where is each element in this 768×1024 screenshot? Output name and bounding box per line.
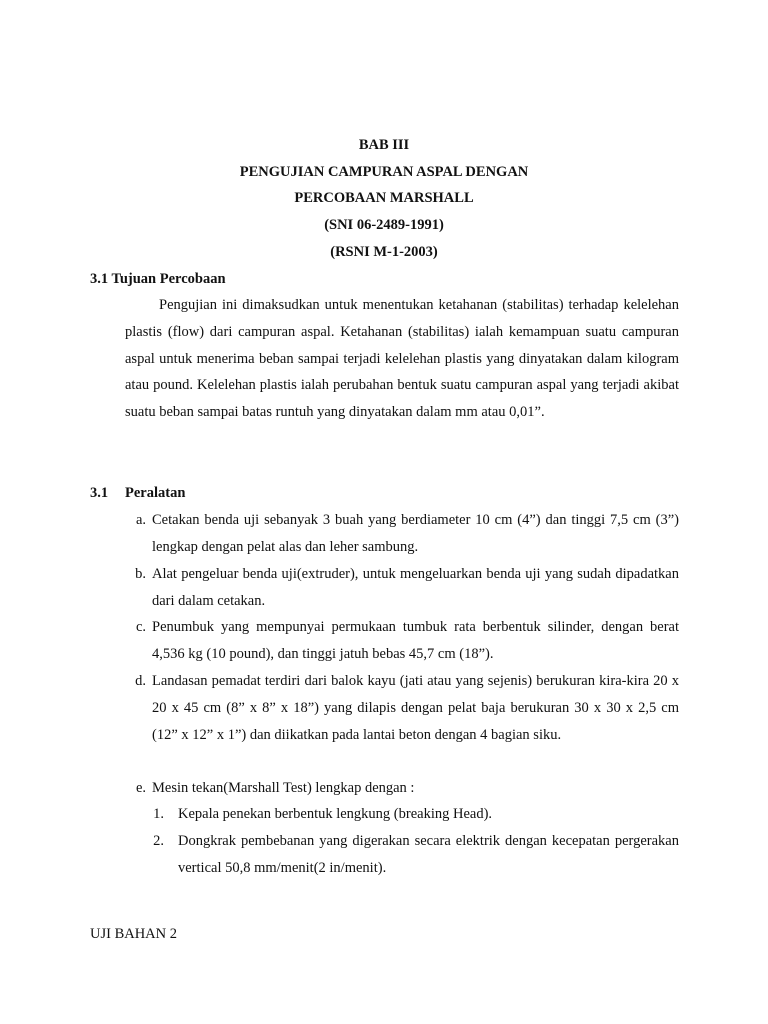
list-item: Cetakan benda uji sebanyak 3 buah yang berdiameter 10 cm (4”) dan tinggi 7,5 cm (3”) lengkap dengan pelat alas dan leher sambung. [152, 512, 679, 555]
section-heading-peralatan: Peralatan [125, 485, 186, 501]
sub-list-marker: 1. [153, 806, 164, 822]
list-item: Alat pengeluar benda uji(extruder), untuk mengeluarkan benda uji yang sudah dipadatkan dari dalam cetakan. [152, 566, 679, 609]
list-marker: b. [135, 566, 146, 582]
section-number-peralatan: 3.1 [90, 485, 109, 501]
section-paragraph-tujuan: Pengujian ini dimaksudkan untuk menentukan ketahanan (stabilitas) terhadap kelelehan plastis (flow) dari campuran aspal. Ketahanan (stabilitas) ialah kemampuan suatu campuran aspal untuk menerima beban sampai terjadi kelelehan plastis yang dinyatakan dalam kilogram atau pound. Kelelehan plastis ialah perubahan bentuk suatu campuran aspal yang terjadi akibat suatu beban sampai batas runtuh yang dinyatakan dalam mm atau 0,01”. [125, 297, 679, 421]
sub-list-marker: 2. [153, 833, 164, 849]
sub-list-item: Kepala penekan berbentuk lengkung (breaking Head). [178, 806, 493, 822]
list-item: Mesin tekan(Marshall Test) lengkap dengan : [152, 780, 415, 796]
sub-list-item: Dongkrak pembebanan yang digerakan secara elektrik dengan kecepatan pergerakan vertical 50,8 mm/menit(2 in/menit). [178, 833, 679, 876]
chapter-title-line-2: PERCOBAAN MARSHALL [294, 190, 474, 206]
list-marker: c. [135, 619, 146, 635]
list-item: Penumbuk yang mempunyai permukaan tumbuk rata berbentuk silinder, dengan berat 4,536 kg (10 pound), dan tinggi jatuh bebas 45,7 cm (18”). [152, 619, 679, 662]
chapter-label: BAB III [358, 137, 410, 153]
list-item: Landasan pemadat terdiri dari balok kayu (jati atau yang sejenis) berukuran kira-kira 20 x 20 x 45 cm (8” x 8” x 18”) yang dilapis dengan pelat baja berukuran 30 x 30 x 2,5 cm (12” x 12” x 1”) dan diikatkan pada lantai beton dengan 4 bagian siku. [152, 673, 679, 743]
list-marker: a. [135, 512, 146, 528]
standard-reference-sni: (SNI 06-2489-1991) [324, 217, 444, 233]
section-heading-tujuan: 3.1 Tujuan Percobaan [90, 271, 226, 287]
list-marker: e. [135, 780, 146, 796]
standard-reference-rsni: (RSNI M-1-2003) [330, 244, 438, 260]
list-marker: d. [135, 673, 146, 689]
chapter-title-line-1: PENGUJIAN CAMPURAN ASPAL DENGAN [239, 164, 529, 180]
page-footer: UJI BAHAN 2 [90, 926, 177, 942]
